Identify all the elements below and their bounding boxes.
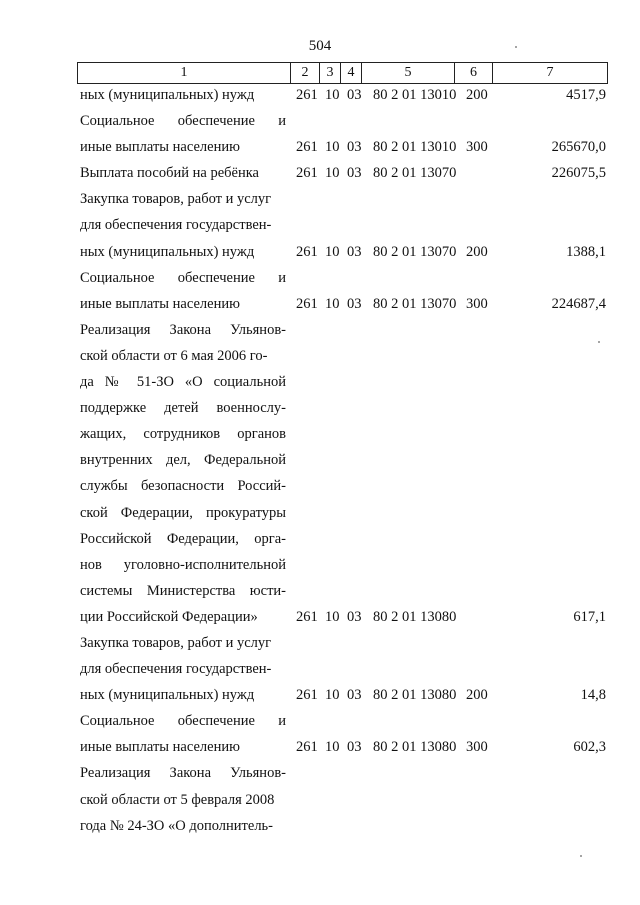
row-description: ции Российской Федерации» — [80, 608, 258, 625]
row-description: Российской Федерации, орга- — [80, 530, 286, 547]
table-row — [0, 632, 640, 658]
row-description: нов уголовно-исполнительной — [80, 556, 286, 573]
row-amount: 4517,9 — [566, 87, 606, 103]
row-description: иные выплаты населению — [80, 295, 240, 312]
scan-speck — [580, 855, 582, 857]
row-subsection-code: 03 — [347, 87, 362, 103]
row-section-code: 10 — [325, 87, 340, 103]
row-description: ных (муниципальных) нужд — [80, 243, 255, 260]
row-target-article-code: 80 2 01 13010 — [373, 87, 457, 103]
row-section-code: 10 — [325, 739, 340, 756]
table-row — [0, 371, 640, 397]
table-row — [0, 762, 640, 788]
row-description: года № 24-ЗО «О дополнитель- — [80, 817, 274, 834]
table-row — [0, 162, 640, 188]
table-row — [0, 684, 640, 710]
row-amount: 602,3 — [573, 739, 606, 756]
row-section-code: 10 — [325, 687, 340, 704]
row-subsection-code: 03 — [347, 165, 362, 182]
row-target-article-code: 80 2 01 13070 — [373, 165, 457, 182]
row-description: Социальное обеспечение и — [80, 269, 286, 286]
table-row — [0, 188, 640, 214]
column-header-6: 6 — [455, 63, 493, 84]
row-description: поддержке детей военнослу- — [80, 400, 286, 417]
row-description: Социальное обеспечение и — [80, 713, 286, 730]
row-section-code: 10 — [325, 608, 340, 625]
row-description: да № 51-ЗО «О социальной — [80, 374, 286, 391]
table-row — [0, 449, 640, 475]
table-row — [0, 345, 640, 371]
row-subsection-code: 03 — [347, 295, 362, 312]
row-description: Закупка товаров, работ и услуг — [80, 634, 272, 651]
row-ministry-code: 261 — [296, 608, 318, 625]
row-description: ных (муниципальных) нужд — [80, 87, 255, 103]
row-description: ской области от 6 мая 2006 го- — [80, 347, 268, 364]
row-section-code: 10 — [325, 243, 340, 260]
row-ministry-code: 261 — [296, 243, 318, 260]
row-subsection-code: 03 — [347, 608, 362, 625]
row-target-article-code: 80 2 01 13080 — [373, 608, 457, 625]
row-amount: 1388,1 — [566, 243, 606, 260]
table-row — [0, 580, 640, 606]
table-row — [0, 658, 640, 684]
row-amount: 226075,5 — [551, 165, 606, 182]
table-row — [0, 397, 640, 423]
column-header-3: 3 — [320, 63, 341, 84]
table-row — [0, 475, 640, 501]
row-ministry-code: 261 — [296, 739, 318, 756]
column-header-row — [77, 62, 608, 84]
row-description: иные выплаты населению — [80, 139, 240, 156]
table-row — [0, 710, 640, 736]
table-row — [0, 789, 640, 815]
table-row — [0, 606, 640, 632]
table-row — [0, 502, 640, 528]
table-row — [0, 110, 640, 136]
row-description: для обеспечения государствен- — [80, 217, 272, 234]
column-header-1: 1 — [78, 63, 291, 84]
column-header-4: 4 — [341, 63, 362, 84]
table-row — [0, 319, 640, 345]
scan-speck — [598, 341, 600, 343]
column-header-2: 2 — [291, 63, 320, 84]
row-description: ской области от 5 февраля 2008 — [80, 791, 275, 808]
row-target-article-code: 80 2 01 13080 — [373, 687, 457, 704]
row-description: Социальное обеспечение и — [80, 113, 286, 130]
row-description: службы безопасности Россий- — [80, 478, 286, 495]
row-ministry-code: 261 — [296, 139, 318, 156]
table-row — [0, 554, 640, 580]
page-number: 504 — [308, 38, 332, 54]
row-amount: 617,1 — [573, 608, 606, 625]
row-section-code: 10 — [325, 165, 340, 182]
row-description: ных (муниципальных) нужд — [80, 687, 255, 704]
row-amount: 14,8 — [580, 687, 606, 704]
row-expense-type-code: 200 — [466, 243, 488, 260]
row-section-code: 10 — [325, 295, 340, 312]
row-target-article-code: 80 2 01 13070 — [373, 243, 457, 260]
row-subsection-code: 03 — [347, 739, 362, 756]
table-row — [0, 528, 640, 554]
scan-speck — [515, 46, 517, 48]
row-target-article-code: 80 2 01 13080 — [373, 739, 457, 756]
table-row — [0, 815, 640, 841]
row-description: Закупка товаров, работ и услуг — [80, 191, 272, 208]
row-expense-type-code: 300 — [466, 295, 488, 312]
row-amount: 224687,4 — [551, 295, 606, 312]
table-row — [0, 736, 640, 762]
table-row — [0, 293, 640, 319]
table-row — [0, 84, 640, 110]
row-description: для обеспечения государствен- — [80, 661, 272, 678]
row-description: Реализация Закона Ульянов- — [80, 321, 286, 338]
row-description: ской Федерации, прокуратуры — [80, 504, 286, 521]
row-subsection-code: 03 — [347, 139, 362, 156]
table-body — [0, 84, 640, 841]
table-row — [0, 267, 640, 293]
row-expense-type-code: 300 — [466, 739, 488, 756]
row-target-article-code: 80 2 01 13070 — [373, 295, 457, 312]
row-description: внутренних дел, Федеральной — [80, 452, 286, 469]
table-row — [0, 423, 640, 449]
row-expense-type-code: 300 — [466, 139, 488, 156]
row-ministry-code: 261 — [296, 87, 318, 103]
row-description: жащих, сотрудников органов — [80, 426, 286, 443]
table-row — [0, 214, 640, 240]
row-description: системы Министерства юсти- — [80, 582, 286, 599]
row-subsection-code: 03 — [347, 243, 362, 260]
row-ministry-code: 261 — [296, 295, 318, 312]
row-ministry-code: 261 — [296, 165, 318, 182]
row-description: иные выплаты населению — [80, 739, 240, 756]
row-description: Реализация Закона Ульянов- — [80, 765, 286, 782]
column-header-5: 5 — [362, 63, 455, 84]
row-target-article-code: 80 2 01 13010 — [373, 139, 457, 156]
table-row — [0, 136, 640, 162]
row-expense-type-code: 200 — [466, 87, 488, 103]
row-description: Выплата пособий на ребёнка — [80, 165, 259, 182]
row-ministry-code: 261 — [296, 687, 318, 704]
row-section-code: 10 — [325, 139, 340, 156]
row-subsection-code: 03 — [347, 687, 362, 704]
row-amount: 265670,0 — [551, 139, 606, 156]
column-header-7: 7 — [493, 63, 608, 84]
row-expense-type-code: 200 — [466, 687, 488, 704]
table-row — [0, 241, 640, 267]
